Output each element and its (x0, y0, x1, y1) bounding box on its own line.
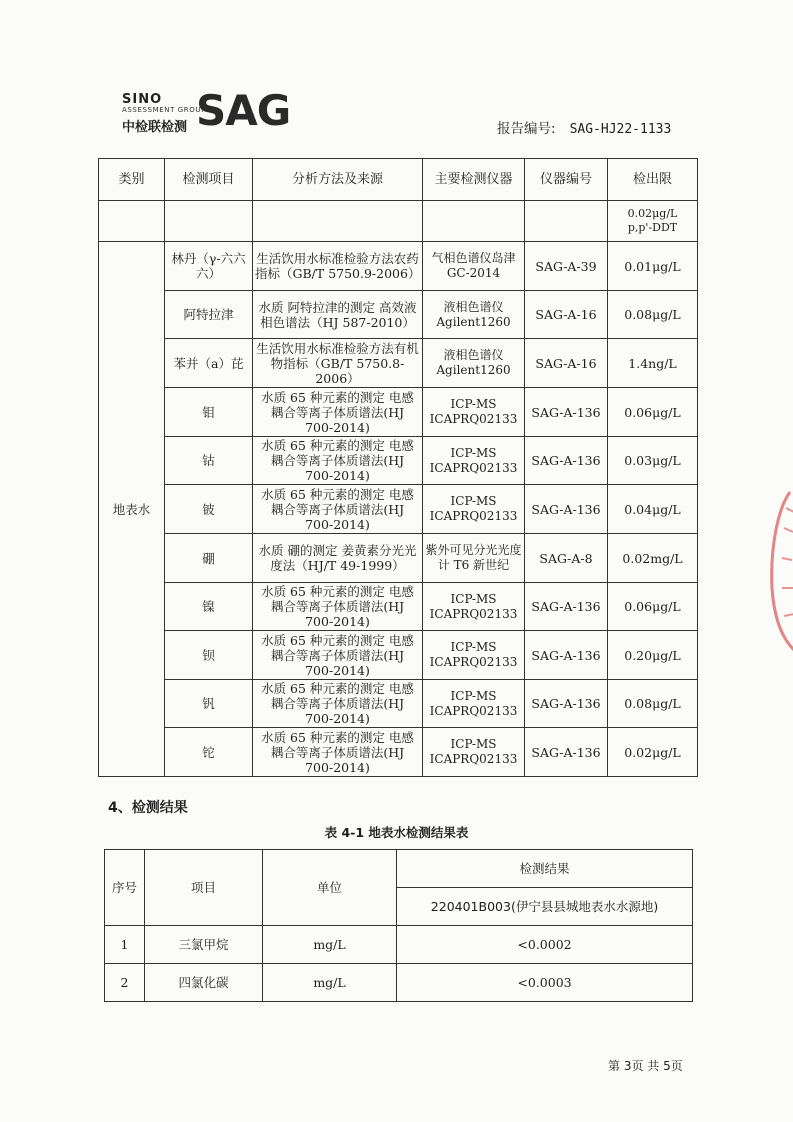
method-cell: 水质 65 种元素的测定 电感耦合等离子体质谱法(HJ 700-2014) (253, 583, 423, 631)
detection-limit: 0.06μg/L (608, 583, 698, 631)
method-cell: 生活饮用水标准检验方法农药指标（GB/T 5750.9-2006） (253, 242, 423, 291)
method-cell: 生活饮用水标准检验方法有机物指标（GB/T 5750.8-2006） (253, 339, 423, 388)
col-header-item: 项目 (145, 850, 263, 926)
detection-limit: 0.20μg/L (608, 631, 698, 680)
method-table-header (99, 159, 698, 201)
detection-limit: 0.06μg/L (608, 388, 698, 437)
row-no: 2 (105, 964, 145, 1002)
instrument-cell: ICP-MS ICAPRQ02133 (423, 388, 525, 437)
report-number-label: 报告编号: (497, 121, 556, 137)
logo-chinese-text: 中检联检测 (122, 120, 188, 135)
item-cell: 林丹（γ-六六六） (165, 242, 253, 291)
col-header-result: 检测结果 (397, 850, 693, 888)
site-label: 220401B003(伊宁县县城地表水水源地) (397, 888, 693, 926)
col-header: 仪器编号 (525, 159, 608, 201)
table-row (99, 339, 698, 388)
method-cell: 水质 硼的测定 姜黄素分光光度法（HJ/T 49-1999） (253, 534, 423, 583)
detection-limit: 0.04μg/L (608, 485, 698, 534)
red-seal-stamp (760, 488, 793, 653)
method-cell: 水质 65 种元素的测定 电感耦合等离子体质谱法(HJ 700-2014) (253, 388, 423, 437)
detection-limit: 0.08μg/L (608, 680, 698, 728)
method-cell: 水质 65 种元素的测定 电感耦合等离子体质谱法(HJ 700-2014) (253, 680, 423, 728)
row-unit: mg/L (263, 964, 397, 1002)
instrument-id-cell: SAG-A-136 (525, 728, 608, 777)
table-row (99, 485, 698, 534)
instrument-cell: ICP-MS ICAPRQ02133 (423, 485, 525, 534)
method-cell: 水质 65 种元素的测定 电感耦合等离子体质谱法(HJ 700-2014) (253, 437, 423, 485)
item-cell: 镍 (165, 583, 253, 631)
item-cell: 钼 (165, 388, 253, 437)
results-table (104, 849, 693, 1002)
table-row (99, 388, 698, 437)
instrument-id-cell: SAG-A-136 (525, 583, 608, 631)
row-result: <0.0002 (397, 926, 693, 964)
row-unit: mg/L (263, 926, 397, 964)
item-cell: 苯并（a）芘 (165, 339, 253, 388)
detection-limit: 0.03μg/L (608, 437, 698, 485)
logo-sino-text: SINO (122, 92, 163, 107)
item-cell: 钡 (165, 631, 253, 680)
detection-limit: 0.02μg/L p,p'-DDT (608, 201, 698, 242)
method-cell: 水质 阿特拉津的测定 高效液相色谱法（HJ 587-2010） (253, 291, 423, 339)
item-cell: 铊 (165, 728, 253, 777)
method-table (98, 158, 698, 777)
instrument-id-cell: SAG-A-39 (525, 242, 608, 291)
instrument-id-cell: SAG-A-136 (525, 631, 608, 680)
item-cell: 钒 (165, 680, 253, 728)
method-cell: 水质 65 种元素的测定 电感耦合等离子体质谱法(HJ 700-2014) (253, 631, 423, 680)
category-cell: 地表水 (99, 242, 165, 777)
col-header: 分析方法及来源 (253, 159, 423, 201)
detection-limit: 0.01μg/L (608, 242, 698, 291)
instrument-cell: ICP-MS ICAPRQ02133 (423, 437, 525, 485)
section-title: 4、检测结果 (108, 800, 188, 816)
report-number (497, 117, 671, 137)
instrument-cell: ICP-MS ICAPRQ02133 (423, 631, 525, 680)
table-row (105, 964, 693, 1002)
col-header: 检出限 (608, 159, 698, 201)
report-number-value: SAG-HJ22-1133 (569, 122, 672, 137)
item-cell: 铍 (165, 485, 253, 534)
instrument-cell: 紫外可见分光光度计 T6 新世纪 (423, 534, 525, 583)
row-result: <0.0003 (397, 964, 693, 1002)
item-cell: 钴 (165, 437, 253, 485)
instrument-cell: 液相色谱仪 Agilent1260 (423, 339, 525, 388)
row-item: 三氯甲烷 (145, 926, 263, 964)
row-item: 四氯化碳 (145, 964, 263, 1002)
page-footer: 第 3页 共 5页 (608, 1059, 683, 1073)
logo-sag-text: SAG (196, 86, 291, 135)
col-header-no: 序号 (105, 850, 145, 926)
item-cell: 硼 (165, 534, 253, 583)
method-cell: 水质 65 种元素的测定 电感耦合等离子体质谱法(HJ 700-2014) (253, 728, 423, 777)
instrument-id-cell: SAG-A-136 (525, 485, 608, 534)
detection-limit: 0.02mg/L (608, 534, 698, 583)
logo-assessment-text: ASSESSMENT GROUP (122, 106, 206, 114)
instrument-cell: 气相色谱仪岛津 GC-2014 (423, 242, 525, 291)
col-header: 检测项目 (165, 159, 253, 201)
table-row (99, 242, 698, 291)
row-no: 1 (105, 926, 145, 964)
instrument-id-cell: SAG-A-16 (525, 339, 608, 388)
instrument-id-cell: SAG-A-136 (525, 388, 608, 437)
col-header: 主要检测仪器 (423, 159, 525, 201)
table-row (99, 437, 698, 485)
instrument-cell: ICP-MS ICAPRQ02133 (423, 583, 525, 631)
table-row (105, 926, 693, 964)
table-row (99, 680, 698, 728)
method-cell: 水质 65 种元素的测定 电感耦合等离子体质谱法(HJ 700-2014) (253, 485, 423, 534)
col-header-unit: 单位 (263, 850, 397, 926)
table-row (99, 583, 698, 631)
instrument-id-cell: SAG-A-8 (525, 534, 608, 583)
table-row (99, 291, 698, 339)
instrument-id-cell: SAG-A-136 (525, 680, 608, 728)
detection-limit: 0.08μg/L (608, 291, 698, 339)
instrument-id-cell: SAG-A-16 (525, 291, 608, 339)
table-row (99, 631, 698, 680)
detection-limit: 0.02μg/L (608, 728, 698, 777)
table-row (99, 201, 698, 242)
instrument-cell: 液相色谱仪 Agilent1260 (423, 291, 525, 339)
instrument-cell: ICP-MS ICAPRQ02133 (423, 680, 525, 728)
results-header-row (105, 850, 693, 888)
instrument-cell: ICP-MS ICAPRQ02133 (423, 728, 525, 777)
item-cell: 阿特拉津 (165, 291, 253, 339)
table-caption: 表 4-1 地表水检测结果表 (324, 825, 469, 840)
table-row (99, 534, 698, 583)
instrument-id-cell: SAG-A-136 (525, 437, 608, 485)
detection-limit: 1.4ng/L (608, 339, 698, 388)
col-header: 类别 (99, 159, 165, 201)
table-row (99, 728, 698, 777)
sag-logo (122, 86, 292, 136)
